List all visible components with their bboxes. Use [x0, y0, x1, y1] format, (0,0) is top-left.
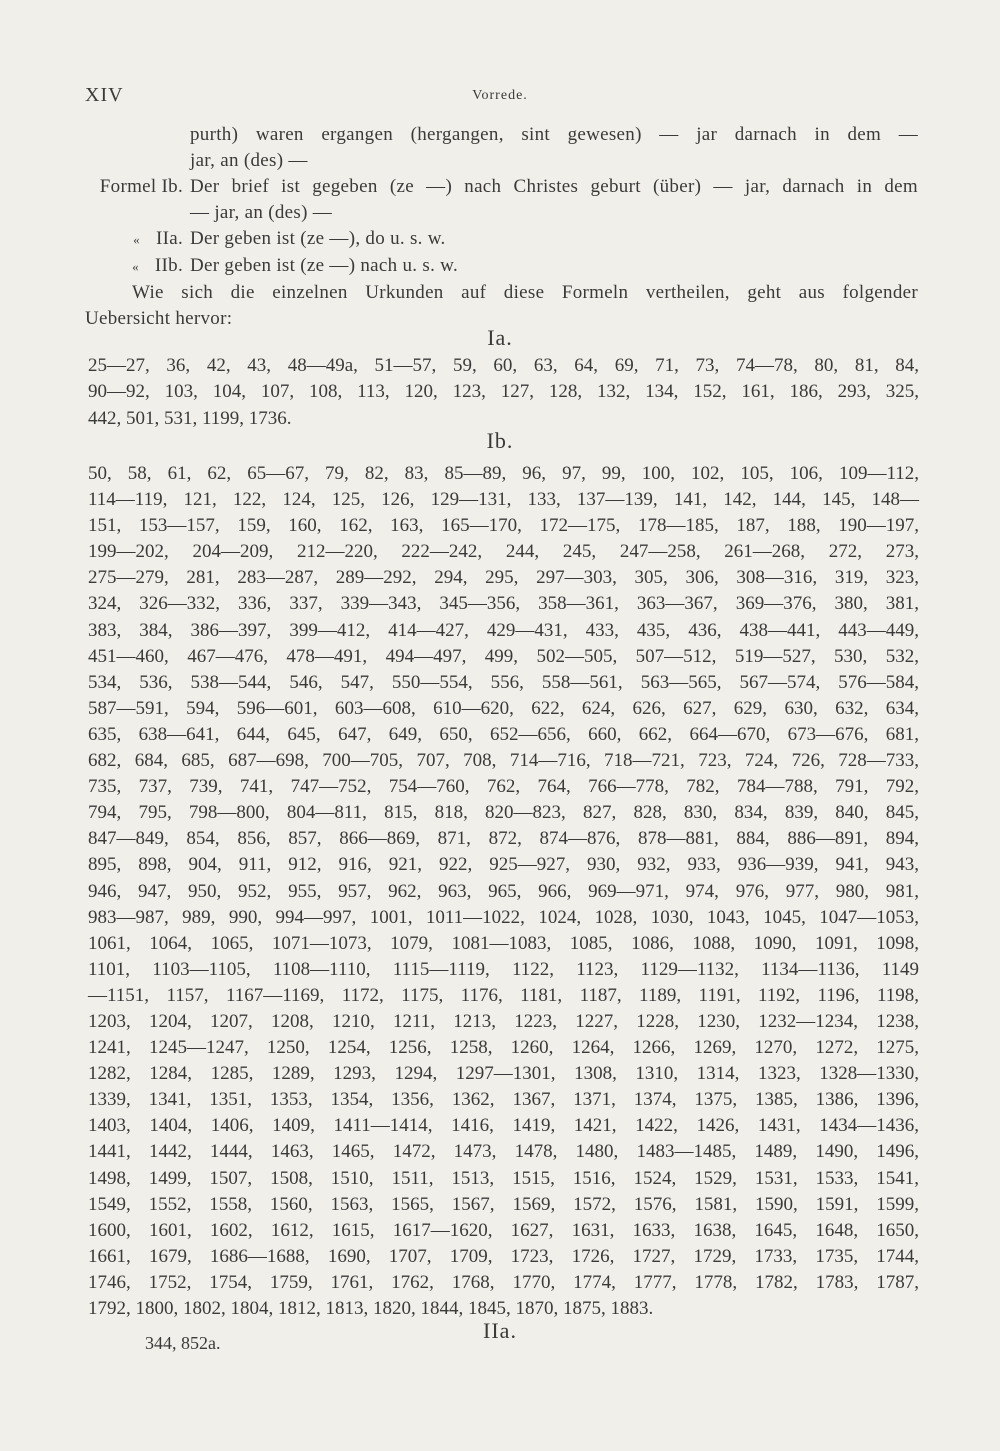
formula-entry-iia [0, 226, 1000, 253]
number-line: 587—591, 594, 596—601, 603—608, 610—620, 622, 624, 626, 627, 629, 630, 632, 634, [88, 697, 919, 719]
formula-text: Der geben ist (ze —), do u. s. w. [190, 228, 446, 249]
number-line: 847—849, 854, 856, 857, 866—869, 871, 872, 874—876, 878—881, 884, 886—891, 894, [88, 828, 919, 850]
number-line: 1661, 1679, 1686—1688, 1690, 1707, 1709, 1723, 1726, 1727, 1729, 1733, 1735, 1744, [88, 1245, 919, 1267]
number-line: 635, 638—641, 644, 645, 647, 649, 650, 652—656, 660, 662, 664—670, 673—676, 681, [88, 723, 919, 745]
number-line: 1241, 1245—1247, 1250, 1254, 1256, 1258, 1260, 1264, 1266, 1269, 1270, 1272, 1275, [88, 1037, 919, 1059]
section-heading-ia: Ia. [487, 325, 513, 350]
number-line: 199—202, 204—209, 212—220, 222—242, 244, 245, 247—258, 261—268, 272, 273, [88, 541, 919, 563]
number-line: 90—92, 103, 104, 107, 108, 113, 120, 123, 127, 128, 132, 134, 152, 161, 186, 293, 325, [88, 381, 919, 403]
formula-label: IIa. [155, 228, 183, 249]
number-line: 534, 536, 538—544, 546, 547, 550—554, 556, 558—561, 563—565, 567—574, 576—584, [88, 671, 919, 693]
document-list-ia [88, 353, 919, 432]
intro-paragraph: Wie sich die einzelnen Urkunden auf diese Formeln vertheilen, geht aus folgender Uebersicht hervor: [85, 282, 918, 329]
number-line: 324, 326—332, 336, 337, 339—343, 345—356, 358—361, 363—367, 369—376, 380, 381, [88, 593, 919, 615]
number-line: 1600, 1601, 1602, 1612, 1615, 1617—1620, 1627, 1631, 1633, 1638, 1645, 1648, 1650, [88, 1219, 919, 1241]
formula-text: Der geben ist (ze —) nach u. s. w. [190, 255, 459, 276]
number-line: 895, 898, 904, 911, 912, 916, 921, 922, 925—927, 930, 932, 933, 936—939, 941, 943, [88, 854, 919, 876]
formula-continuation-line: purth) waren ergangen (hergangen, sint gewesen) — jar darnach in dem — [190, 124, 918, 145]
number-line: 983—987, 989, 990, 994—997, 1001, 1011—1022, 1024, 1028, 1030, 1043, 1045, 1047—1053, [88, 906, 919, 928]
number-line: 151, 153—157, 159, 160, 162, 163, 165—170, 172—175, 178—185, 187, 188, 190—197, [88, 515, 919, 537]
number-line: 1746, 1752, 1754, 1759, 1761, 1762, 1768, 1770, 1774, 1777, 1778, 1782, 1783, 1787, [88, 1271, 919, 1293]
number-line: 25—27, 36, 42, 43, 48—49a, 51—57, 59, 60, 63, 64, 69, 71, 73, 74—78, 80, 81, 84, [88, 355, 919, 376]
number-line: 275—279, 281, 283—287, 289—292, 294, 295, 297—303, 305, 306, 308—316, 319, 323, [88, 567, 919, 589]
number-line: 1101, 1103—1105, 1108—1110, 1115—1119, 1122, 1123, 1129—1132, 1134—1136, 1149 [88, 958, 919, 980]
section-heading-iia: IIa. [483, 1318, 517, 1343]
document-list-iia [145, 1333, 221, 1354]
number-line: 1403, 1404, 1406, 1409, 1411—1414, 1416, 1419, 1421, 1422, 1426, 1431, 1434—1436, [88, 1115, 919, 1137]
number-line: 735, 737, 739, 741, 747—752, 754—760, 762, 764, 766—778, 782, 784—788, 791, 792, [88, 776, 919, 798]
ditto-mark: « [132, 259, 139, 274]
number-line: 1339, 1341, 1351, 1353, 1354, 1356, 1362, 1367, 1371, 1374, 1375, 1385, 1386, 1396, [88, 1089, 919, 1111]
ditto-mark: « [133, 232, 140, 247]
formula-entry-iib [0, 253, 1000, 280]
number-line: 1203, 1204, 1207, 1208, 1210, 1211, 1213, 1223, 1227, 1228, 1230, 1232—1234, 1238, [88, 1010, 919, 1032]
formula-label: Formel Ib. [99, 176, 183, 197]
number-line: —1151, 1157, 1167—1169, 1172, 1175, 1176, 1181, 1187, 1189, 1191, 1192, 1196, 1198, [88, 984, 919, 1006]
number-line: 451—460, 467—476, 478—491, 494—497, 499, 502—505, 507—512, 519—527, 530, 532, [88, 645, 919, 667]
number-line: 1792, 1800, 1802, 1804, 1812, 1813, 1820, 1844, 1845, 1870, 1875, 1883. [88, 1298, 654, 1319]
formula-text: — jar, an (des) — [190, 202, 333, 223]
formula-entry-ib-continuation [0, 200, 1000, 226]
formula-list [0, 122, 1000, 332]
number-line: 1441, 1442, 1444, 1463, 1465, 1472, 1473, 1478, 1480, 1483—1485, 1489, 1490, 1496, [88, 1141, 919, 1163]
document-list-ib [88, 461, 919, 1322]
formula-continuation-line: jar, an (des) — [190, 150, 308, 171]
number-line: 383, 384, 386—397, 399—412, 414—427, 429—431, 433, 435, 436, 438—441, 443—449, [88, 619, 919, 641]
number-line: 114—119, 121, 122, 124, 125, 126, 129—131, 133, 137—139, 141, 142, 144, 145, 148— [88, 489, 919, 511]
number-line: 344, 852a. [145, 1333, 221, 1353]
number-line: 1282, 1284, 1285, 1289, 1293, 1294, 1297—1301, 1308, 1310, 1314, 1323, 1328—1330, [88, 1063, 919, 1085]
number-line: 442, 501, 531, 1199, 1736. [88, 407, 292, 429]
number-line: 946, 947, 950, 952, 955, 957, 962, 963, 965, 966, 969—971, 974, 976, 977, 980, 981, [88, 880, 919, 902]
running-title: Vorrede. [472, 88, 528, 103]
number-line: 1498, 1499, 1507, 1508, 1510, 1511, 1513, 1515, 1516, 1524, 1529, 1531, 1533, 1541, [88, 1167, 919, 1189]
running-header [85, 84, 915, 114]
formula-label: IIb. [154, 255, 183, 276]
number-line: 1061, 1064, 1065, 1071—1073, 1079, 1081—1083, 1085, 1086, 1088, 1090, 1091, 1098, [88, 932, 919, 954]
number-line: 682, 684, 685, 687—698, 700—705, 707, 708, 714—716, 718—721, 723, 724, 726, 728—733, [88, 750, 919, 772]
formula-entry-ib [0, 174, 1000, 200]
section-heading-ib: Ib. [486, 428, 514, 453]
formula-text: Der brief ist gegeben (ze —) nach Christes geburt (über) — jar, darnach in dem [190, 176, 918, 197]
page-number: XIV [85, 84, 124, 106]
number-line: 50, 58, 61, 62, 65—67, 79, 82, 83, 85—89, 96, 97, 99, 100, 102, 105, 106, 109—112, [88, 463, 919, 484]
number-line: 794, 795, 798—800, 804—811, 815, 818, 820—823, 827, 828, 830, 834, 839, 840, 845, [88, 802, 919, 824]
number-line: 1549, 1552, 1558, 1560, 1563, 1565, 1567, 1569, 1572, 1576, 1581, 1590, 1591, 1599, [88, 1193, 919, 1215]
